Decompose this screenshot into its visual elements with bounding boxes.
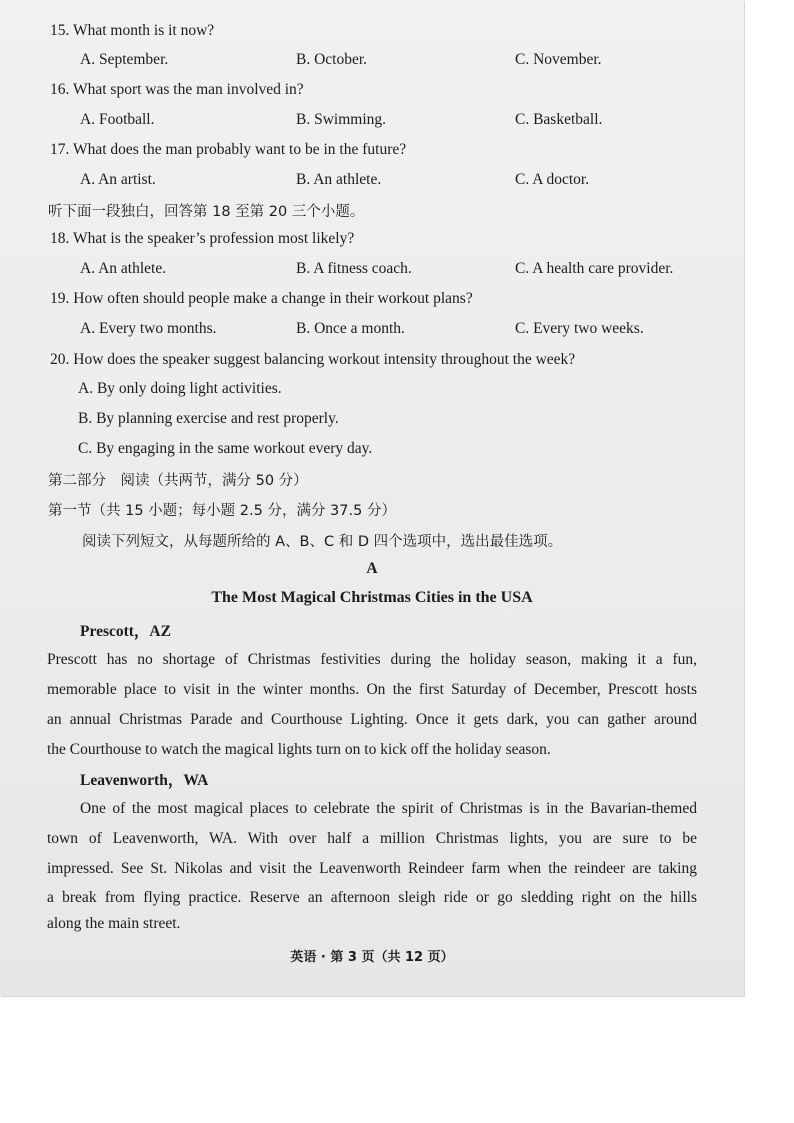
part-two-heading: 第二部分 阅读（共两节，满分 50 分） [48,473,308,489]
leavenworth-line-4: a break from flying practice. Reserve an afternoon sleigh ride or go sledding right on the hills [47,889,697,906]
leavenworth-line-2: town of Leavenworth, WA. With over half a million Christmas lights, you are sure to be [47,830,697,847]
q16-option-a: A. Football. [80,111,155,128]
q17-option-c: C. A doctor. [515,171,590,188]
section-one-heading: 第一节（共 15 小题；每小题 2.5 分，满分 37.5 分） [48,503,396,519]
q20-option-a: A. By only doing light activities. [78,380,282,397]
question-19: 19. How often should people make a change in their workout plans? [50,290,473,307]
q18-option-c: C. A health care provider. [515,260,674,277]
question-17: 17. What does the man probably want to be in the future? [50,141,407,158]
passage-title: The Most Magical Christmas Cities in the USA [211,589,533,606]
question-20: 20. How does the speaker suggest balancing workout intensity throughout the week? [50,351,576,368]
prescott-line-4: the Courthouse to watch the magical lights turn on to kick off the holiday season. [47,741,551,758]
question-16: 16. What sport was the man involved in? [50,81,304,98]
question-18: 18. What is the speaker’s profession most likely? [50,230,355,247]
q15-option-c: C. November. [515,51,602,68]
q19-option-a: A. Every two months. [80,320,217,337]
listening-instruction: 听下面一段独白，回答第 18 至第 20 三个小题。 [48,204,365,220]
leavenworth-line-1: One of the most magical places to celebrate the spirit of Christmas is in the Bavarian-themed [80,800,697,817]
passage-letter: A [366,560,378,577]
prescott-line-1: Prescott has no shortage of Christmas festivities during the holiday season, making it a fun, [47,651,697,668]
q17-option-b: B. An athlete. [296,171,382,188]
q17-option-a: A. An artist. [80,171,156,188]
question-15: 15. What month is it now? [50,22,215,39]
q20-option-b: B. By planning exercise and rest properly. [78,410,339,427]
q18-option-a: A. An athlete. [80,260,167,277]
q15-option-a: A. September. [80,51,169,68]
leavenworth-heading: Leavenworth，WA [80,772,209,789]
q16-option-c: C. Basketball. [515,111,603,128]
leavenworth-line-3: impressed. See St. Nikolas and visit the Leavenworth Reindeer farm when the reindeer are taking [47,860,697,877]
prescott-line-3: an annual Christmas Parade and Courthouse Lighting. Once it gets dark, you can gather around [47,711,697,728]
prescott-heading: Prescott，AZ [80,623,171,640]
q15-option-b: B. October. [296,51,368,68]
q19-option-b: B. Once a month. [296,320,405,337]
reading-instruction: 阅读下列短文，从每题所给的 A、B、C 和 D 四个选项中，选出最佳选项。 [82,534,563,550]
leavenworth-line-5: along the main street. [47,915,181,932]
page-footer: 英语 · 第 3 页（共 12 页） [290,950,454,965]
q16-option-b: B. Swimming. [296,111,387,128]
q18-option-b: B. A fitness coach. [296,260,412,277]
q20-option-c: C. By engaging in the same workout every day. [78,440,373,457]
q19-option-c: C. Every two weeks. [515,320,644,337]
prescott-line-2: memorable place to visit in the winter months. On the first Saturday of December, Prescott hosts [47,681,697,698]
